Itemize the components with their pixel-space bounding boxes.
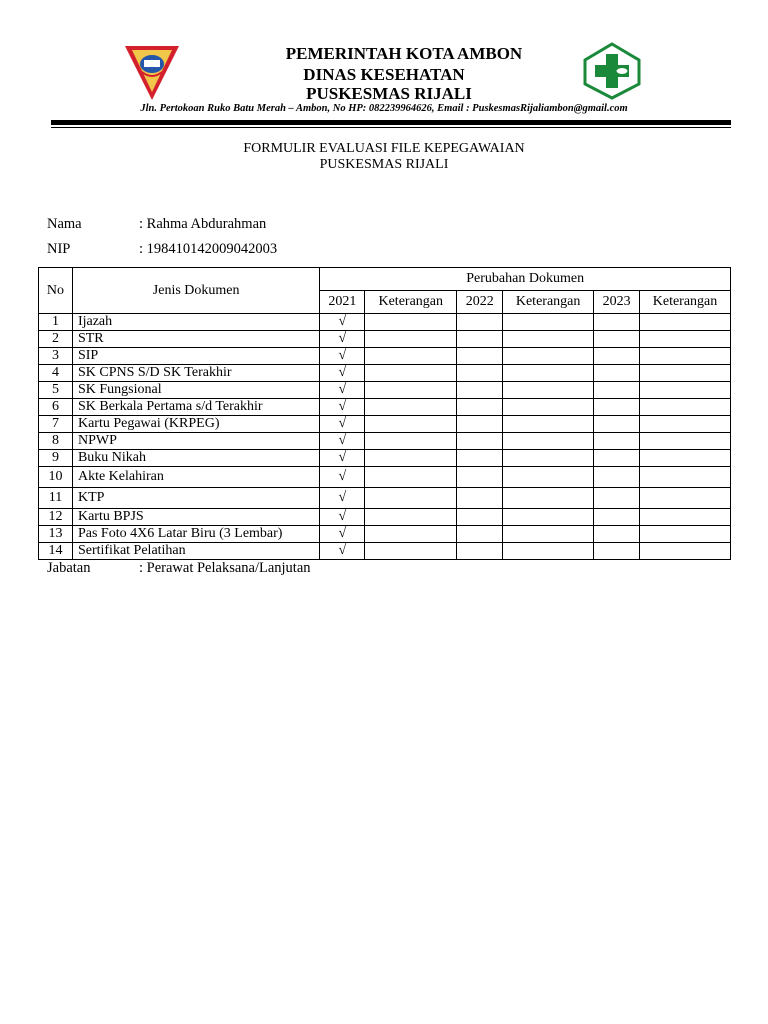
row-keterangan-2022 [503,348,594,365]
row-2023 [594,488,640,509]
row-keterangan-2022 [503,331,594,348]
row-document-name: STR [72,331,319,348]
row-check-2021: √ [320,416,365,433]
row-check-2021: √ [320,543,365,560]
row-keterangan-2023 [640,348,731,365]
row-check-2021: √ [320,509,365,526]
row-document-name: Sertifikat Pelatihan [72,543,319,560]
row-2023 [594,399,640,416]
row-2023 [594,365,640,382]
kop-line-3: PUSKESMAS RIJALI [306,84,472,103]
row-number: 1 [39,314,73,331]
table-row [39,509,731,526]
row-check-2021: √ [320,399,365,416]
row-keterangan-2023 [640,365,731,382]
row-check-2021: √ [320,314,365,331]
row-keterangan-2022 [503,399,594,416]
row-keterangan-2023 [640,433,731,450]
table-row [39,382,731,399]
row-2023 [594,433,640,450]
table-row [39,331,731,348]
row-document-name: Buku Nikah [72,450,319,467]
row-number: 8 [39,433,73,450]
nip-value: : 198410142009042003 [139,241,278,257]
row-keterangan-2023 [640,467,731,488]
row-2022 [457,314,503,331]
row-keterangan-2021 [365,416,457,433]
row-keterangan-2022 [503,450,594,467]
row-keterangan-2021 [365,348,457,365]
row-2022 [457,450,503,467]
row-document-name: SK Berkala Pertama s/d Terakhir [72,399,319,416]
row-number: 13 [39,526,73,543]
row-document-name: SK Fungsional [72,382,319,399]
table-row [39,450,731,467]
row-keterangan-2021 [365,509,457,526]
row-keterangan-2022 [503,314,594,331]
kop-line-1: PEMERINTAH KOTA AMBON [285,44,523,63]
row-2023 [594,382,640,399]
nama-value: : Rahma Abdurahman [139,216,267,232]
nip-label: NIP [47,241,71,257]
row-keterangan-2021 [365,399,457,416]
row-keterangan-2023 [640,450,731,467]
kop-address: Jln. Pertokoan Ruko Batu Merah – Ambon, No HP: 082239964626, Email : PuskesmasRijaliambon@gmail.com [140,103,628,114]
row-2023 [594,416,640,433]
row-keterangan-2022 [503,365,594,382]
row-document-name: Ijazah [72,314,319,331]
jabatan-value: : Perawat Pelaksana/Lanjutan [139,560,311,576]
row-2022 [457,331,503,348]
document-table [38,267,731,560]
row-number: 11 [39,488,73,509]
row-check-2021: √ [320,526,365,543]
table-row [39,488,731,509]
row-keterangan-2021 [365,331,457,348]
row-number: 7 [39,416,73,433]
row-number: 10 [39,467,73,488]
row-keterangan-2023 [640,399,731,416]
row-keterangan-2021 [365,450,457,467]
row-number: 14 [39,543,73,560]
kop-line-2: DINAS KESEHATAN [303,65,465,84]
row-keterangan-2023 [640,543,731,560]
row-2022 [457,526,503,543]
row-check-2021: √ [320,331,365,348]
row-check-2021: √ [320,348,365,365]
row-document-name: Akte Kelahiran [72,467,319,488]
row-2023 [594,509,640,526]
form-subtitle: PUSKESMAS RIJALI [319,157,449,172]
row-2022 [457,365,503,382]
header-year-2021: 2021 [320,291,365,314]
header-keterangan-2022: Keterangan [503,291,594,314]
table-row [39,467,731,488]
header-keterangan-2023: Keterangan [640,291,731,314]
form-title: FORMULIR EVALUASI FILE KEPEGAWAIAN [243,141,525,156]
header-no: No [39,268,73,314]
row-2022 [457,416,503,433]
header-rule-thick [51,120,731,125]
header-year-2022: 2022 [457,291,503,314]
row-document-name: Kartu Pegawai (KRPEG) [72,416,319,433]
row-document-name: Kartu BPJS [72,509,319,526]
row-keterangan-2021 [365,314,457,331]
row-number: 9 [39,450,73,467]
row-keterangan-2022 [503,509,594,526]
row-check-2021: √ [320,450,365,467]
row-number: 6 [39,399,73,416]
table-row [39,399,731,416]
row-keterangan-2022 [503,382,594,399]
row-number: 4 [39,365,73,382]
row-keterangan-2023 [640,509,731,526]
table-row [39,348,731,365]
row-2022 [457,509,503,526]
row-keterangan-2023 [640,314,731,331]
row-keterangan-2022 [503,467,594,488]
table-row [39,314,731,331]
row-keterangan-2021 [365,382,457,399]
row-check-2021: √ [320,365,365,382]
jabatan-label: Jabatan [47,560,91,576]
row-check-2021: √ [320,382,365,399]
row-document-name: Pas Foto 4X6 Latar Biru (3 Lembar) [72,526,319,543]
table-row [39,526,731,543]
row-2023 [594,450,640,467]
header-perubahan-dokumen: Perubahan Dokumen [320,268,731,291]
header-jenis-dokumen: Jenis Dokumen [72,268,319,314]
row-keterangan-2022 [503,416,594,433]
table-row [39,416,731,433]
row-2022 [457,348,503,365]
row-keterangan-2023 [640,416,731,433]
row-keterangan-2022 [503,433,594,450]
row-2023 [594,348,640,365]
row-2023 [594,467,640,488]
row-2023 [594,314,640,331]
row-2022 [457,382,503,399]
row-keterangan-2022 [503,526,594,543]
row-check-2021: √ [320,467,365,488]
row-2023 [594,526,640,543]
row-number: 3 [39,348,73,365]
row-keterangan-2021 [365,526,457,543]
row-document-name: SK CPNS S/D SK Terakhir [72,365,319,382]
nama-label: Nama [47,216,82,232]
row-number: 12 [39,509,73,526]
header-rule-thin [51,127,731,128]
row-keterangan-2023 [640,488,731,509]
header-year-2023: 2023 [594,291,640,314]
row-keterangan-2023 [640,526,731,543]
row-document-name: NPWP [72,433,319,450]
row-keterangan-2021 [365,543,457,560]
row-keterangan-2023 [640,331,731,348]
row-2022 [457,399,503,416]
table-row [39,433,731,450]
row-2022 [457,467,503,488]
row-keterangan-2021 [365,433,457,450]
row-number: 5 [39,382,73,399]
row-keterangan-2022 [503,543,594,560]
row-2023 [594,331,640,348]
row-keterangan-2023 [640,382,731,399]
row-keterangan-2022 [503,488,594,509]
row-2022 [457,433,503,450]
row-2023 [594,543,640,560]
row-keterangan-2021 [365,467,457,488]
row-check-2021: √ [320,488,365,509]
row-2022 [457,488,503,509]
row-document-name: SIP [72,348,319,365]
row-2022 [457,543,503,560]
table-row [39,365,731,382]
row-check-2021: √ [320,433,365,450]
row-keterangan-2021 [365,488,457,509]
table-row [39,543,731,560]
header-keterangan-2021: Keterangan [365,291,457,314]
row-document-name: KTP [72,488,319,509]
row-keterangan-2021 [365,365,457,382]
row-number: 2 [39,331,73,348]
